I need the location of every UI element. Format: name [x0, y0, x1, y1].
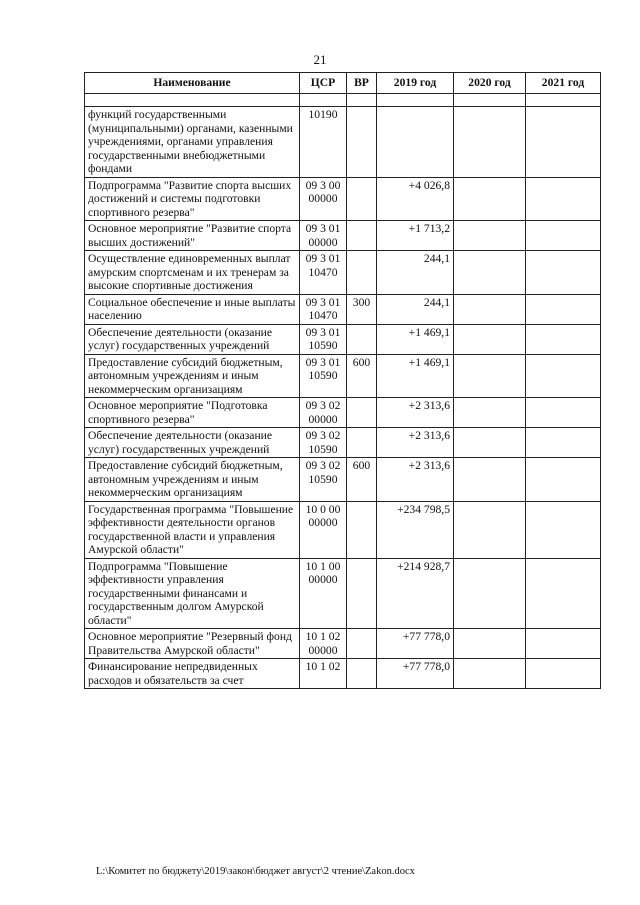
cell-2019: +77 778,0 — [377, 659, 454, 689]
table-row — [85, 251, 601, 295]
cell-2020 — [454, 294, 526, 324]
table-row — [85, 501, 601, 558]
table-row — [85, 221, 601, 251]
cell-vr — [347, 251, 377, 295]
cell-2021 — [526, 428, 601, 458]
cell-name: Предоставление субсидий бюджетным, автономным учреждениям и иным некоммерческим организациям — [85, 458, 300, 502]
cell-vr — [347, 558, 377, 629]
cell-vr: 300 — [347, 294, 377, 324]
cell-vr — [347, 398, 377, 428]
cell-2020 — [454, 177, 526, 221]
cell-csr: 09 3 01 10590 — [300, 324, 347, 354]
cell-name: Социальное обеспечение и иные выплаты населению — [85, 294, 300, 324]
cell-csr: 09 3 02 10590 — [300, 428, 347, 458]
cell-csr: 09 3 01 00000 — [300, 221, 347, 251]
cell-2019: 244,1 — [377, 251, 454, 295]
budget-table — [84, 72, 601, 689]
table-header-row — [85, 73, 601, 94]
table-row — [85, 659, 601, 689]
cell-vr — [347, 177, 377, 221]
cell-2021 — [526, 107, 601, 178]
cell-2019: +234 798,5 — [377, 501, 454, 558]
cell-2019: +2 313,6 — [377, 398, 454, 428]
cell-name: Подпрограмма "Развитие спорта высших достижений и системы подготовки спортивного резерва" — [85, 177, 300, 221]
file-path-footer: L:\Комитет по бюджету\2019\закон\бюджет август\2 чтение\Zakon.docx — [96, 866, 415, 877]
cell-2020 — [454, 629, 526, 659]
cell-vr — [347, 324, 377, 354]
header-csr: ЦСР — [300, 73, 347, 94]
cell-2019: +214 928,7 — [377, 558, 454, 629]
cell-name: Основное мероприятие "Подготовка спортивного резерва" — [85, 398, 300, 428]
cell-2020 — [454, 428, 526, 458]
cell-2021 — [526, 324, 601, 354]
cell-2019: +1 469,1 — [377, 324, 454, 354]
cell-2021 — [526, 659, 601, 689]
cell-2019: +77 778,0 — [377, 629, 454, 659]
cell-2021 — [526, 177, 601, 221]
cell-vr — [347, 629, 377, 659]
cell-csr: 09 3 01 10470 — [300, 251, 347, 295]
cell-2021 — [526, 398, 601, 428]
cell-2021 — [526, 294, 601, 324]
cell-csr: 09 3 01 10590 — [300, 354, 347, 398]
table-row — [85, 107, 601, 178]
cell-csr: 10 0 00 00000 — [300, 501, 347, 558]
cell-2020 — [454, 107, 526, 178]
cell-csr: 10 1 02 00000 — [300, 629, 347, 659]
cell-vr: 600 — [347, 354, 377, 398]
spacer-row — [85, 94, 601, 107]
cell-2021 — [526, 558, 601, 629]
cell-csr: 09 3 00 00000 — [300, 177, 347, 221]
table-row — [85, 428, 601, 458]
cell-2019: +4 026,8 — [377, 177, 454, 221]
cell-2020 — [454, 221, 526, 251]
cell-2019: +1 713,2 — [377, 221, 454, 251]
cell-2019: +2 313,6 — [377, 458, 454, 502]
header-2020: 2020 год — [454, 73, 526, 94]
cell-2019: 244,1 — [377, 294, 454, 324]
cell-csr: 09 3 02 10590 — [300, 458, 347, 502]
cell-name: Обеспечение деятельности (оказание услуг) государственных учреждений — [85, 324, 300, 354]
cell-name: Подпрограмма "Повышение эффективности управления государственными финансами и государственным долгом Амурской области" — [85, 558, 300, 629]
cell-vr — [347, 659, 377, 689]
cell-name: Обеспечение деятельности (оказание услуг) государственных учреждений — [85, 428, 300, 458]
cell-name: Предоставление субсидий бюджетным, автономным учреждениям и иным некоммерческим организациям — [85, 354, 300, 398]
cell-2021 — [526, 221, 601, 251]
cell-2019: +1 469,1 — [377, 354, 454, 398]
cell-name: Финансирование непредвиденных расходов и обязательств за счет — [85, 659, 300, 689]
table-row — [85, 558, 601, 629]
cell-csr: 09 3 02 00000 — [300, 398, 347, 428]
cell-2019: +2 313,6 — [377, 428, 454, 458]
table-row — [85, 324, 601, 354]
cell-2020 — [454, 324, 526, 354]
cell-2021 — [526, 501, 601, 558]
cell-name: Основное мероприятие "Развитие спорта высших достижений" — [85, 221, 300, 251]
cell-name: Осуществление единовременных выплат амурским спортсменам и их тренерам за высокие спортивные достижения — [85, 251, 300, 295]
cell-2020 — [454, 659, 526, 689]
cell-2021 — [526, 251, 601, 295]
page-number: 21 — [313, 52, 327, 67]
table-row — [85, 629, 601, 659]
cell-name: функций государственными (муниципальными) органами, казенными учреждениями, органами управления государственными внебюджетными фондами — [85, 107, 300, 178]
cell-2020 — [454, 558, 526, 629]
cell-2020 — [454, 458, 526, 502]
header-2019: 2019 год — [377, 73, 454, 94]
cell-name: Государственная программа "Повышение эффективности деятельности органов государственной власти и управления Амурской области" — [85, 501, 300, 558]
cell-2021 — [526, 629, 601, 659]
cell-vr — [347, 428, 377, 458]
cell-csr: 10 1 00 00000 — [300, 558, 347, 629]
cell-2021 — [526, 458, 601, 502]
cell-name: Основное мероприятие "Резервный фонд Правительства Амурской области" — [85, 629, 300, 659]
cell-csr: 10 1 02 — [300, 659, 347, 689]
cell-csr: 09 3 01 10470 — [300, 294, 347, 324]
table-row — [85, 294, 601, 324]
table-row — [85, 354, 601, 398]
cell-2020 — [454, 398, 526, 428]
cell-vr — [347, 221, 377, 251]
header-2021: 2021 год — [526, 73, 601, 94]
table-row — [85, 458, 601, 502]
cell-2019 — [377, 107, 454, 178]
header-vr: ВР — [347, 73, 377, 94]
cell-2021 — [526, 354, 601, 398]
table-row — [85, 398, 601, 428]
cell-2020 — [454, 354, 526, 398]
cell-vr — [347, 501, 377, 558]
table-row — [85, 177, 601, 221]
cell-2020 — [454, 501, 526, 558]
cell-vr — [347, 107, 377, 178]
cell-2020 — [454, 251, 526, 295]
header-name: Наименование — [85, 73, 300, 94]
cell-vr: 600 — [347, 458, 377, 502]
cell-csr: 10190 — [300, 107, 347, 178]
